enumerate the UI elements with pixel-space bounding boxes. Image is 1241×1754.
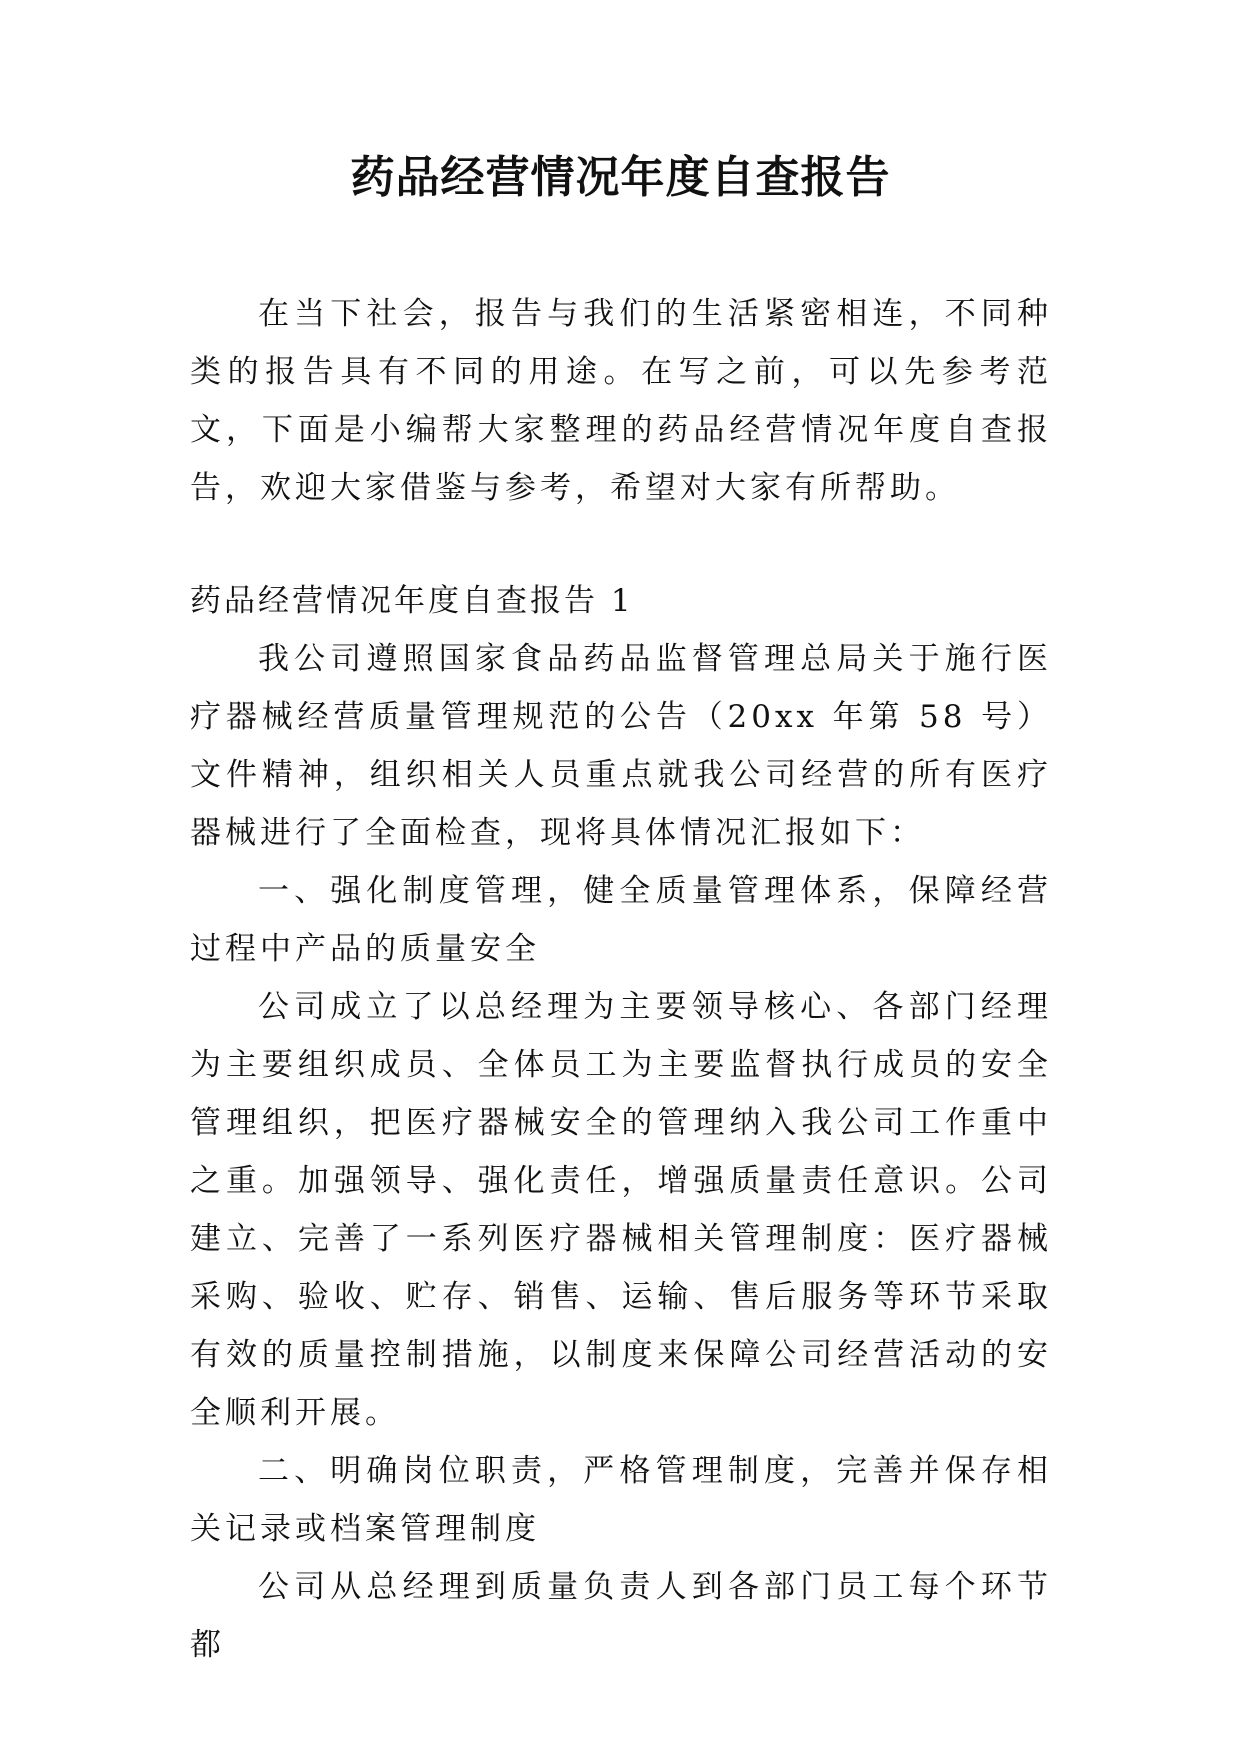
paragraph-5: 公司从总经理到质量负责人到各部门员工每个环节都	[190, 1569, 1052, 1663]
intro-paragraph: 在当下社会，报告与我们的生活紧密相连，不同种类的报告具有不同的用途。在写之前，可以先参考范文，下面是小编帮大家整理的药品经营情况年度自查报告，欢迎大家借鉴与参考，希望对大家有所帮助。	[190, 296, 1052, 506]
paragraph-3: 公司成立了以总经理为主要领导核心、各部门经理为主要组织成员、全体员工为主要监督执行成员的安全管理组织，把医疗器械安全的管理纳入我公司工作重中之重。加强领导、强化责任，增强质量责任意识。公司建立、完善了一系列医疗器械相关管理制度：医疗器械采购、验收、贮存、销售、运输、售后服务等环节采取有效的质量控制措施，以制度来保障公司经营活动的安全顺利开展。	[190, 989, 1052, 1431]
paragraph-2: 一、强化制度管理，健全质量管理体系，保障经营过程中产品的质量安全	[190, 873, 1052, 967]
document-title: 药品经营情况年度自查报告	[350, 152, 891, 203]
paragraph-1: 我公司遵照国家食品药品监督管理总局关于施行医疗器械经营质量管理规范的公告（20xx 年第 58 号）文件精神，组织相关人员重点就我公司经营的所有医疗器械进行了全面检查，现将具体情况汇报如下：	[190, 641, 1052, 851]
report-section	[190, 572, 1052, 1674]
paragraph-4: 二、明确岗位职责，严格管理制度，完善并保存相关记录或档案管理制度	[190, 1453, 1052, 1547]
section-heading: 药品经营情况年度自查报告 1	[190, 583, 634, 619]
intro-block	[190, 285, 1052, 517]
